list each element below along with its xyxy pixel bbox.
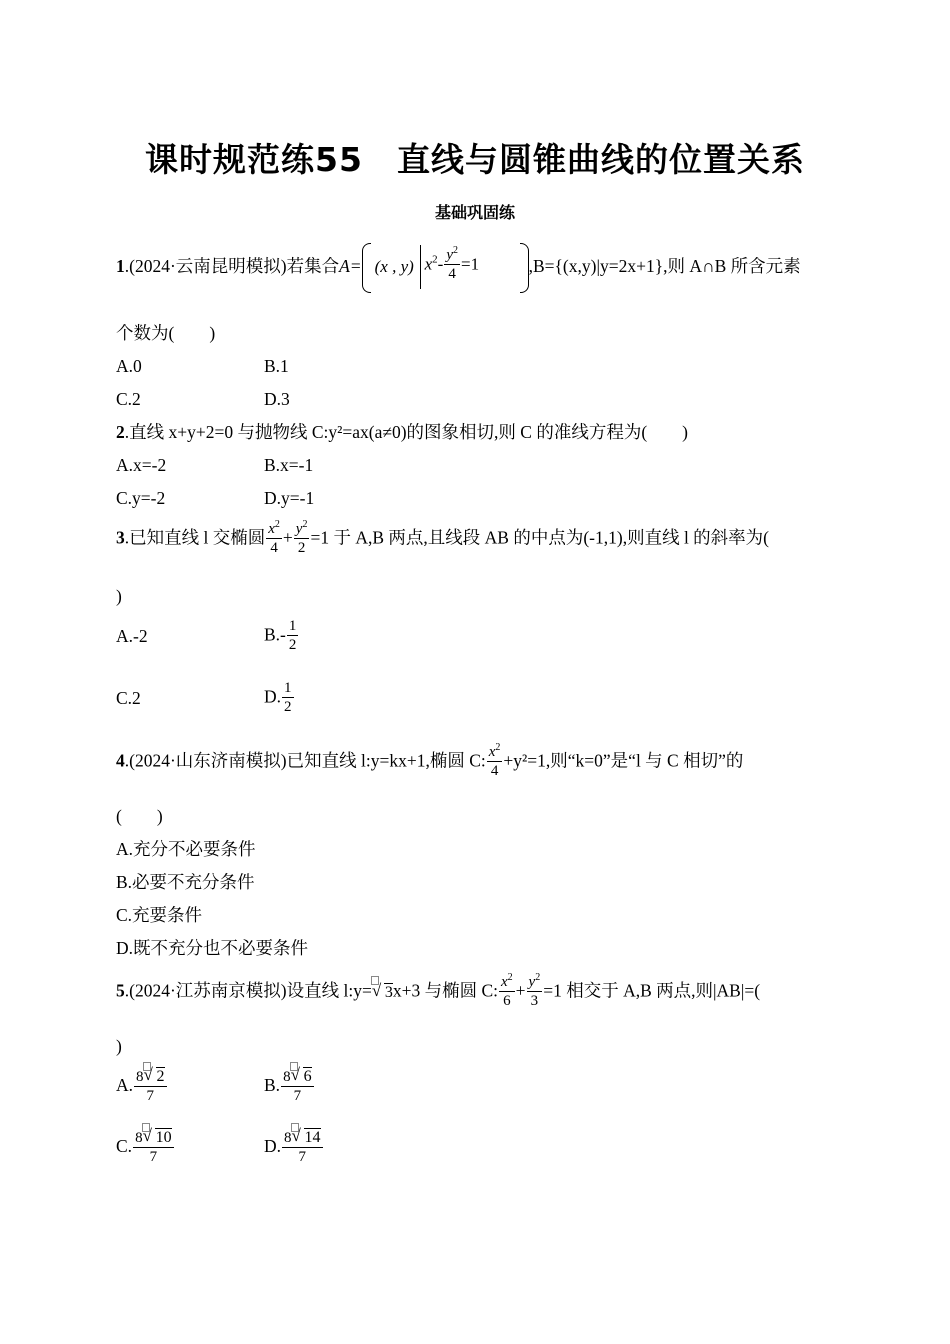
- option-5b: B. 8 √ 6 7: [264, 1068, 315, 1106]
- set-a-name: A=: [339, 256, 362, 277]
- option-3a: A.-2: [116, 626, 148, 646]
- question-1: [116, 243, 801, 293]
- option-5d: D. 8 √ 14 7: [264, 1129, 324, 1167]
- page-title: 课时规范练55 直线与圆锥曲线的位置关系: [145, 140, 805, 179]
- fraction-x2-over-4: $\frac{x^2}{4}$: [488, 742, 501, 779]
- option-4d: D.既不充分也不必要条件: [116, 938, 309, 958]
- question-4-line2: ( ): [116, 806, 163, 826]
- fraction-y2-over-3: $\frac{y^2}{3}$: [528, 972, 541, 1009]
- option-2a: A.x=-2: [116, 455, 167, 475]
- fraction-x2-over-6: $\frac{x^2}{6}$: [500, 972, 513, 1009]
- sqrt-3: √ 3: [372, 982, 393, 1004]
- option-2c: C.y=-2: [116, 488, 166, 508]
- option-5c: C. 8 √ 10 7: [116, 1129, 175, 1167]
- section-heading: 基础巩固练: [434, 203, 515, 222]
- set-a-equation: $x^2-$ $\frac{y^2}{4}$ =1: [424, 245, 480, 282]
- option-1a: A.0: [116, 356, 142, 376]
- fraction-x2-over-4: $\frac{x^2}{4}$: [268, 519, 280, 556]
- option-2b: B.x=-1: [264, 455, 314, 475]
- question-2: [116, 421, 688, 443]
- question-1-line2: 个数为( ): [116, 323, 216, 343]
- question-number: 5: [116, 980, 125, 1001]
- option-1c: C.2: [116, 389, 141, 409]
- question-1-prefix: .(2024·云南昆明模拟)若集合: [124, 256, 340, 277]
- option-4a: A.充分不必要条件: [116, 839, 256, 859]
- question-4: 4.(2024·山东济南模拟)已知直线 l:y=kx+1,椭圆 C: $\frac{x^2}{4}$ +y²=1,则“k=0”是“l 与 C 相切”的: [116, 742, 744, 779]
- question-5-line2: ): [116, 1036, 122, 1056]
- question-2-text: .直线 x+y+2=0 与抛物线 C:y²=ax(a≠0)的图象相切,则 C 的准线方程为( ): [124, 422, 689, 442]
- question-5: 5.(2024·江苏南京模拟)设直线 l:y= √ 3x+3 与椭圆 C: $\frac{x^2}{6}$ + $\frac{y^2}{3}$ =1 相交于 A,B 两点,则|AB|=(: [116, 972, 761, 1009]
- question-3-line2: ): [116, 586, 122, 606]
- question-number: 1: [116, 256, 125, 277]
- question-1-tail: 则 A∩B 所含元素: [667, 256, 801, 277]
- fraction-y2-over-2: $\frac{y^2}{2}$: [295, 519, 308, 556]
- question-number: 4: [116, 750, 125, 771]
- option-3d: D. $\frac{1}{2}$: [264, 680, 292, 715]
- option-1b: B.1: [264, 356, 289, 376]
- set-b: ,B={(x,y)|y=2x+1},: [528, 256, 668, 277]
- option-1d: D.3: [264, 389, 290, 409]
- set-a-pair: (x , y): [374, 257, 414, 276]
- option-4c: C.充要条件: [116, 905, 203, 925]
- option-3c: C.2: [116, 688, 141, 708]
- set-a-expression: [362, 243, 529, 293]
- option-2d: D.y=-1: [264, 488, 315, 508]
- question-number: 2: [116, 422, 125, 442]
- option-4b: B.必要不充分条件: [116, 872, 255, 892]
- option-5a: A. 8 √ 2 7: [116, 1068, 168, 1106]
- option-3b: B.- $\frac{1}{2}$: [264, 618, 297, 653]
- question-3: 3.已知直线 l 交椭圆 $\frac{x^2}{4}$ + $\frac{y^2}{2}$ =1 于 A,B 两点,且线段 AB 的中点为(-1,1),则直线 l 的斜率为(: [116, 519, 770, 556]
- question-number: 3: [116, 527, 125, 548]
